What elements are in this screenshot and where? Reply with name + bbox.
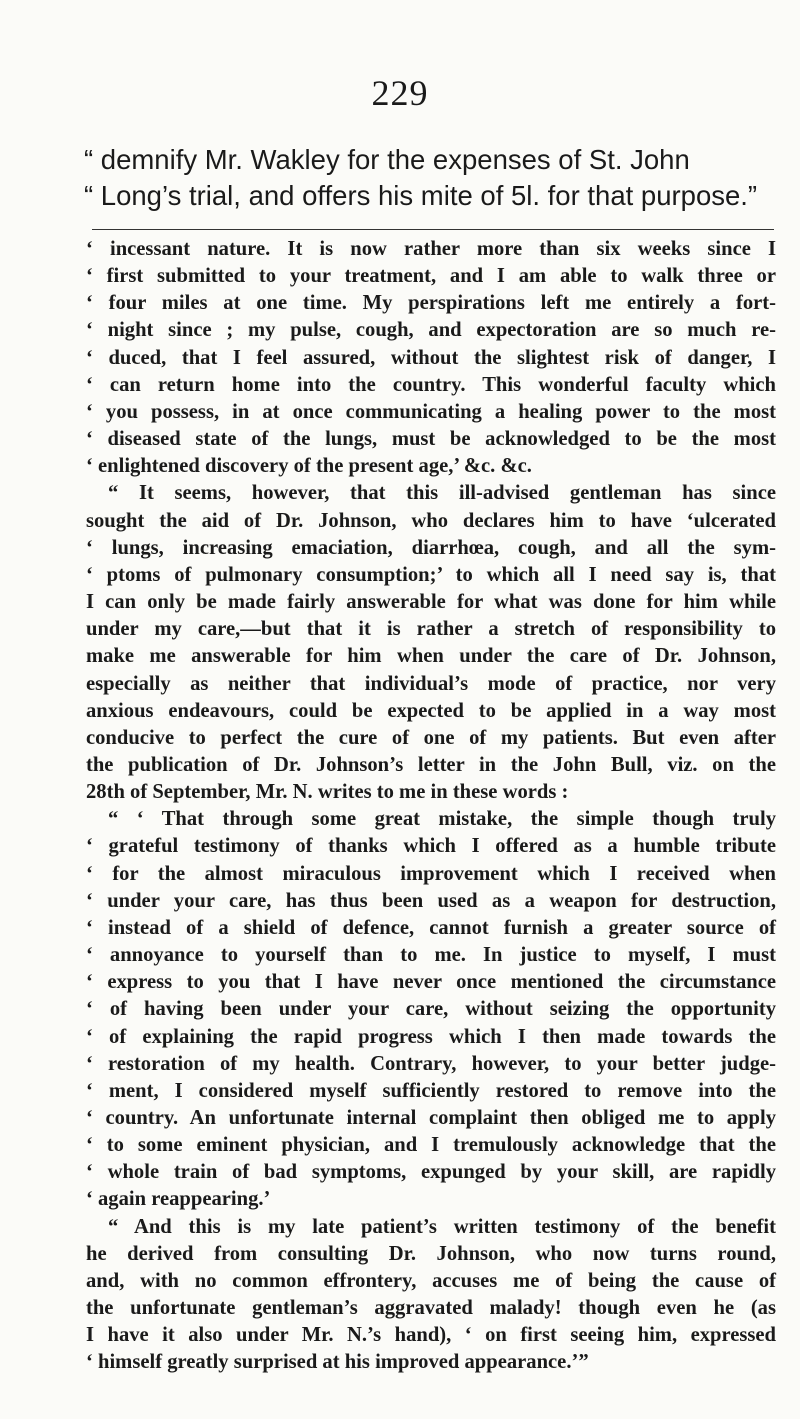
text-line: ‘ lungs, increasing emaciation, diarrhœa, cough, and all the sym- (86, 536, 776, 559)
text-line: ‘ enlightened discovery of the present age,’ &c. &c. (86, 455, 532, 478)
text-line: ‘ country. An unfortunate internal complaint then obliged me to apply (86, 1107, 776, 1129)
text-line: “ It seems, however, that this ill-advised gentleman has since (108, 482, 776, 505)
text-line: ‘ to some eminent physician, and I tremulously acknowledge that the (86, 1134, 776, 1157)
heading-line: “ Long’s trial, and offers his mite of 5l. for that purpose.” (84, 180, 758, 211)
text-line: I can only be made fairly answerable for what was done for him while (86, 591, 776, 614)
text-line: ‘ duced, that I feel assured, without the slightest risk of danger, I (86, 346, 776, 369)
text-line: ‘ himself greatly surprised at his improved appearance.’” (86, 1351, 589, 1374)
text-line: ‘ again reappearing.’ (86, 1188, 271, 1211)
text-line: make me answerable for him when under the care of Dr. Johnson, (86, 645, 776, 668)
text-line: “ And this is my late patient’s written testimony of the benefit (108, 1215, 776, 1238)
text-line: ‘ annoyance to yourself than to me. In justice to myself, I must (86, 944, 776, 967)
text-line: he derived from consulting Dr. Johnson, who now turns round, (86, 1242, 776, 1265)
heading-line: “ demnify Mr. Wakley for the expenses of St. John (84, 144, 690, 175)
text-line: sought the aid of Dr. Johnson, who declares him to have ‘ulcerated (86, 509, 776, 532)
text-line: ‘ ment, I considered myself sufficiently restored to remove into the (86, 1079, 776, 1102)
text-line: under my care,—but that it is rather a stretch of responsibility to (86, 618, 776, 641)
text-line: ‘ express to you that I have never once mentioned the circumstance (86, 971, 776, 994)
text-line: especially as neither that individual’s mode of practice, nor very (86, 672, 776, 695)
text-line: “ ‘ That through some great mistake, the simple though truly (108, 808, 776, 831)
page-number: 229 (371, 73, 429, 113)
text-line: ‘ grateful testimony of thanks which I offered as a humble tribute (86, 835, 776, 858)
text-line: I have it also under Mr. N.’s hand), ‘ on first seeing him, expressed (86, 1324, 776, 1347)
text-line: and, with no common effrontery, accuses me of being the cause of (86, 1269, 776, 1292)
text-line: ‘ restoration of my health. Contrary, however, to your better judge- (86, 1052, 776, 1075)
text-line: ‘ of explaining the rapid progress which I then made towards the (86, 1025, 776, 1048)
text-line: anxious endeavours, could be expected to be applied in a way most (86, 699, 776, 722)
text-line: ‘ night since ; my pulse, cough, and expectoration are so much re- (86, 319, 776, 342)
text-line: ‘ whole train of bad symptoms, expunged by your skill, are rapidly (86, 1161, 776, 1184)
text-line: ‘ of having been under your care, without seizing the opportunity (86, 998, 776, 1021)
text-line: ‘ instead of a shield of defence, cannot furnish a greater source of (86, 916, 776, 939)
text-line: ‘ ptoms of pulmonary consumption;’ to which all I need say is, that (86, 563, 776, 586)
body-text (86, 236, 776, 1377)
text-line: ‘ can return home into the country. This wonderful faculty which (86, 373, 776, 396)
quoted-heading (84, 142, 774, 214)
text-line: conducive to perfect the cure of one of my patients. But even after (86, 726, 776, 749)
horizontal-rule (92, 229, 774, 230)
text-line: the publication of Dr. Johnson’s letter in the John Bull, viz. on the (86, 753, 776, 776)
text-line: ‘ under your care, has thus been used as a weapon for destruction, (86, 889, 776, 912)
text-line: ‘ first submitted to your treatment, and I am able to walk three or (86, 265, 776, 288)
text-line: ‘ incessant nature. It is now rather more than six weeks since I (86, 238, 776, 260)
text-line: ‘ for the almost miraculous improvement which I received when (86, 862, 776, 885)
text-line: ‘ four miles at one time. My perspirations left me entirely a fort- (86, 292, 776, 315)
text-line: ‘ you possess, in at once communicating a healing power to the most (86, 400, 776, 423)
text-line: 28th of September, Mr. N. writes to me in these words : (86, 781, 569, 804)
text-line: the unfortunate gentleman’s aggravated malady! though even he (as (86, 1297, 776, 1320)
text-line: ‘ diseased state of the lungs, must be acknowledged to be the most (86, 428, 776, 451)
